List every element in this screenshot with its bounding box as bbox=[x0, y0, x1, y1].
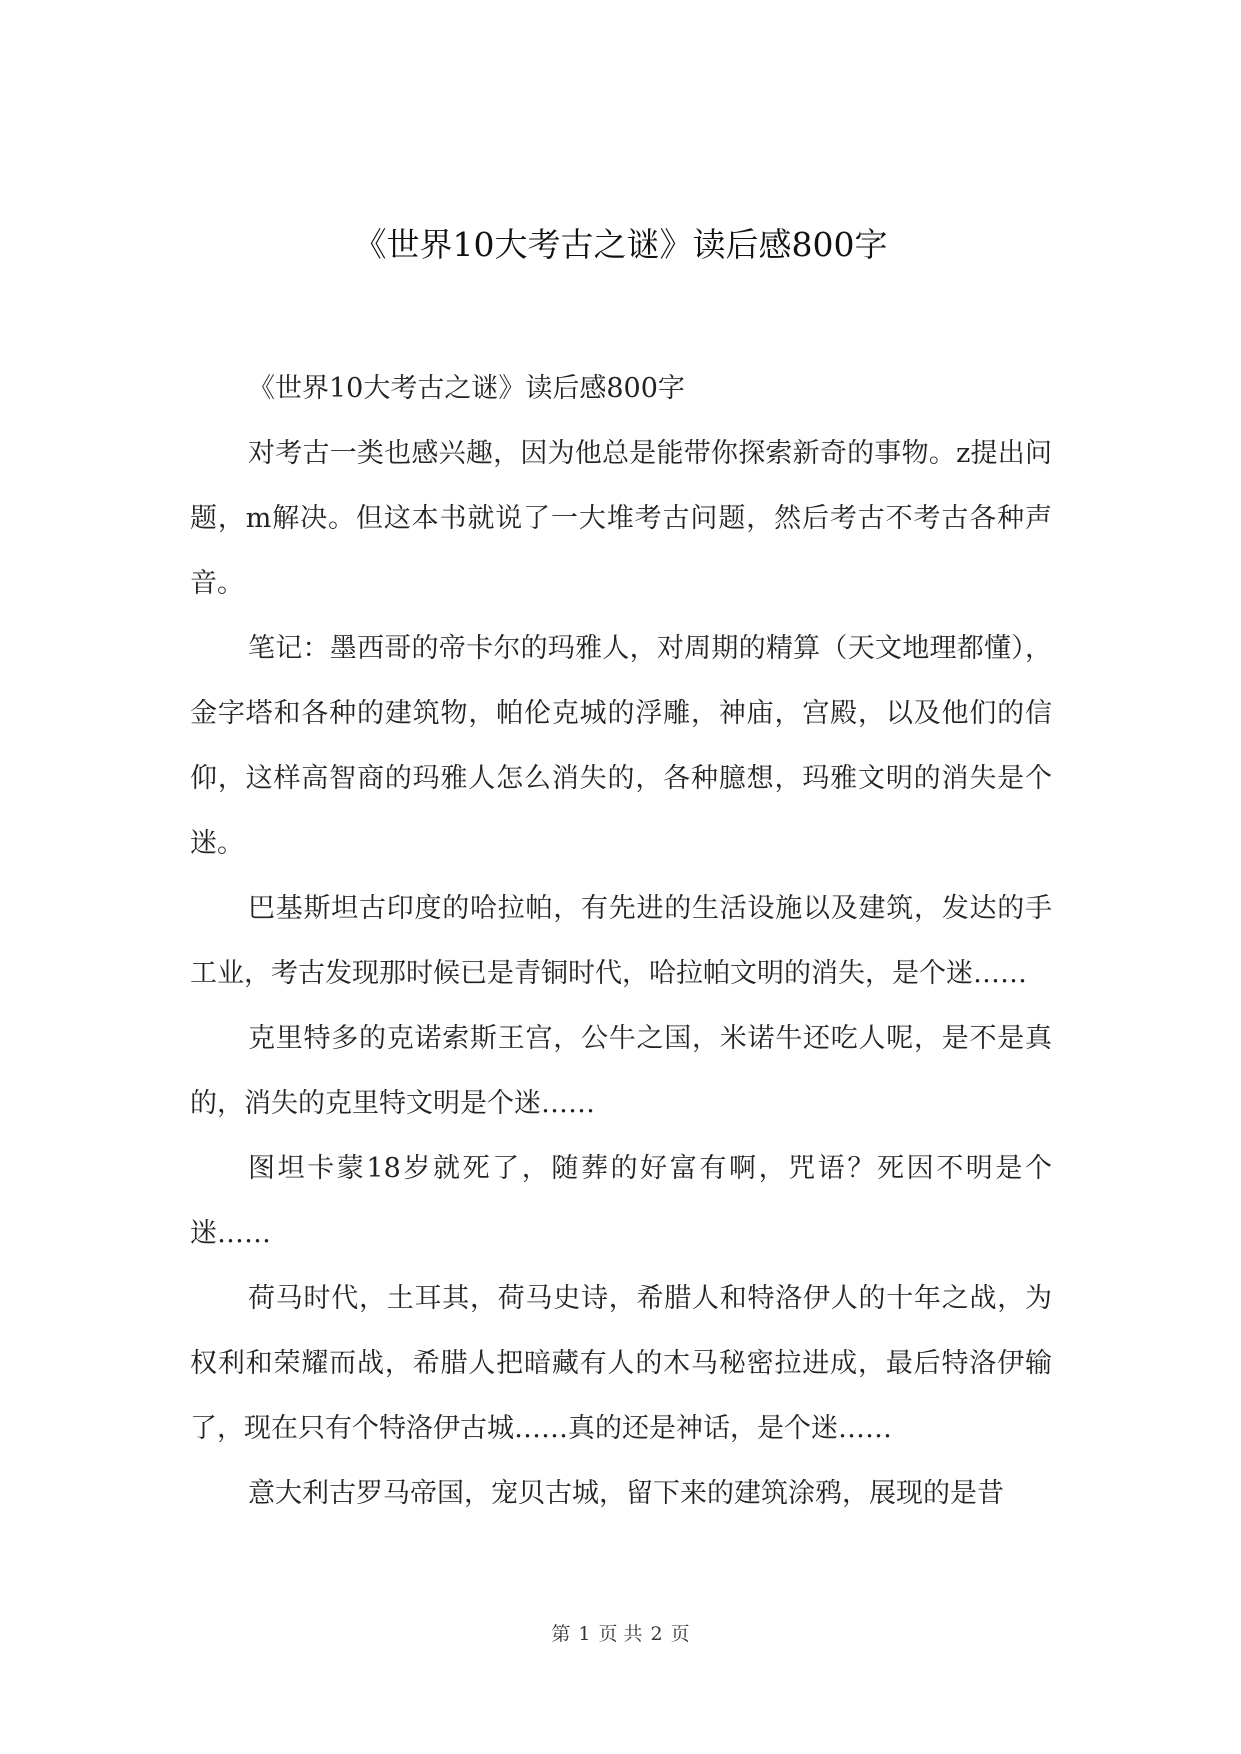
paragraph-subtitle: 《世界10大考古之谜》读后感800字 bbox=[248, 373, 685, 404]
footer-page-number: 1 bbox=[578, 1623, 591, 1645]
paragraph-pompeii: 意大利古罗马帝国，宠贝古城，留下来的建筑涂鸦，展现的是昔 bbox=[248, 1478, 1004, 1509]
footer-prefix: 第 bbox=[551, 1623, 571, 1645]
footer-middle: 页 共 bbox=[598, 1623, 643, 1645]
paragraph-harappa: 巴基斯坦古印度的哈拉帕，有先进的生活设施以及建筑，发达的手工业，考古发现那时候已是青铜时代，哈拉帕文明的消失，是个迷…… bbox=[190, 893, 1052, 989]
paragraph-crete: 克里特多的克诺索斯王宫，公牛之国，米诺牛还吃人呢，是不是真的，消失的克里特文明是个迷…… bbox=[190, 1023, 1052, 1119]
paragraph-intro: 对考古一类也感兴趣，因为他总是能带你探索新奇的事物。z提出问题，m解决。但这本书就说了一大堆考古问题，然后考古不考古各种声音。 bbox=[190, 438, 1052, 599]
document-title: 《世界10大考古之谜》读后感800字 bbox=[353, 225, 888, 264]
footer-suffix: 页 bbox=[670, 1623, 690, 1645]
page-footer bbox=[0, 1621, 1241, 1647]
footer-total-pages: 2 bbox=[650, 1623, 663, 1645]
paragraph-troy: 荷马时代，土耳其，荷马史诗，希腊人和特洛伊人的十年之战，为权利和荣耀而战，希腊人把暗藏有人的木马秘密拉进成，最后特洛伊输了，现在只有个特洛伊古城……真的还是神话，是个迷…… bbox=[190, 1283, 1052, 1444]
paragraph-maya: 笔记：墨西哥的帝卡尔的玛雅人，对周期的精算（天文地理都懂），金字塔和各种的建筑物，帕伦克城的浮雕，神庙，宫殿，以及他们的信仰，这样高智商的玛雅人怎么消失的，各种臆想，玛雅文明的消失是个迷。 bbox=[190, 633, 1052, 859]
document-body bbox=[190, 356, 1052, 1526]
paragraph-tutankhamun: 图坦卡蒙18岁就死了，随葬的好富有啊，咒语？死因不明是个迷…… bbox=[190, 1153, 1052, 1249]
